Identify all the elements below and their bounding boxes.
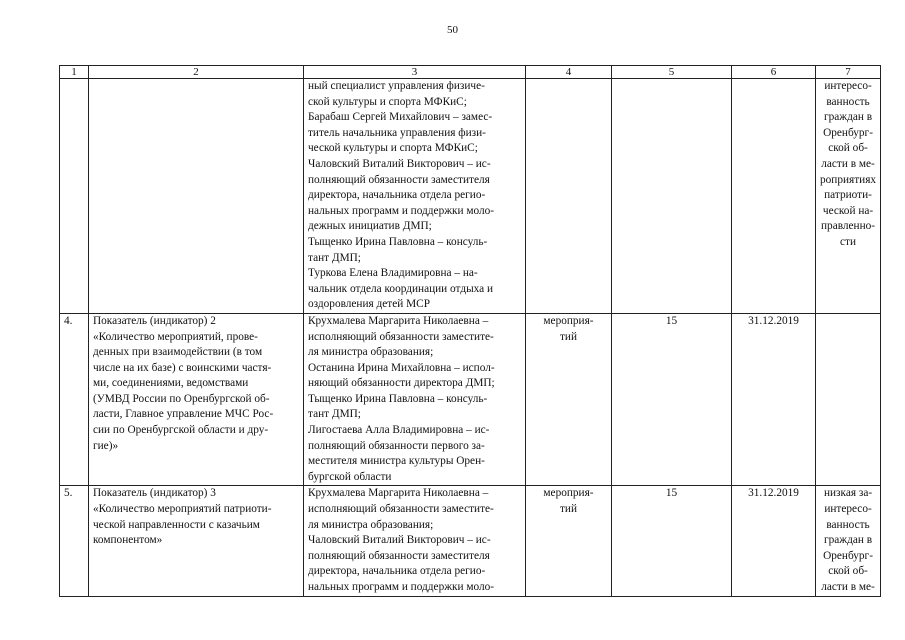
table-row-4 — [60, 313, 881, 486]
indicator-line: «Количество мероприятий, прове- — [93, 330, 258, 343]
responsible-line: исполняющий обязанности заместите- — [308, 503, 494, 516]
responsible-line: полняющий обязанности заместителя — [308, 549, 490, 562]
risk-line: интересо- — [824, 80, 872, 92]
responsible-line: Крухмалева Маргарита Николаевна – — [308, 314, 489, 327]
indicator-cell — [89, 313, 304, 486]
indicator-line: «Количество мероприятий патриоти- — [93, 503, 272, 516]
column-number-6: 6 — [732, 66, 816, 79]
risk-line: граждан в — [823, 111, 873, 124]
responsible-line: ской культуры и спорта МФКиС; — [308, 95, 467, 108]
risk-line: Оренбург- — [823, 126, 873, 139]
responsible-cell — [304, 79, 526, 314]
responsible-line: ля министра образования; — [308, 518, 434, 531]
indicator-line: числе на их базе) с воинскими частя- — [93, 361, 272, 374]
indicator-line: сии по Оренбургской области и дру- — [93, 424, 269, 437]
responsible-line: няющий обязанности директора ДМП; — [308, 377, 495, 390]
responsible-line: оздоровления детей МСР — [308, 298, 430, 311]
risk-line: Оренбург- — [823, 549, 873, 562]
row-number-cell: 5. — [60, 486, 89, 596]
indicator-line: гие)» — [93, 439, 119, 452]
date-cell — [732, 79, 816, 314]
indicator-cell — [89, 486, 304, 596]
indicator-cell — [89, 79, 304, 314]
column-number-7: 7 — [816, 66, 881, 79]
column-number-5: 5 — [612, 66, 732, 79]
risk-line: ласти в ме- — [821, 157, 875, 170]
date-cell: 31.12.2019 — [732, 313, 816, 486]
indicator-line: Показатель (индикатор) 2 — [93, 314, 216, 327]
column-number-2: 2 — [89, 66, 304, 79]
unit-line: тий — [559, 503, 578, 516]
indicator-line: компонентом» — [93, 534, 163, 547]
unit-cell — [526, 313, 612, 486]
risk-cell — [816, 486, 881, 596]
risk-line: низкая за- — [823, 487, 873, 500]
responsible-line: полняющий обязанности заместителя — [308, 173, 490, 186]
responsible-line: чальник отдела координации отдыха и — [308, 282, 494, 295]
unit-cell — [526, 79, 612, 314]
responsible-line: местителя министра культуры Орен- — [308, 455, 485, 468]
risk-line: сти — [840, 235, 857, 248]
date-cell: 31.12.2019 — [732, 486, 816, 596]
risk-line: патриоти- — [824, 189, 872, 202]
risk-line: ванность — [826, 518, 870, 531]
risk-line: ласти в ме- — [821, 581, 875, 593]
responsible-line: титель начальника управления физи- — [308, 126, 486, 139]
risk-line: ванность — [826, 95, 870, 108]
risk-line: граждан в — [823, 534, 873, 547]
responsible-line: Крухмалева Маргарита Николаевна – — [308, 487, 489, 500]
column-number-header-row — [60, 66, 881, 79]
responsible-line: ля министра образования; — [308, 346, 434, 359]
responsible-line: Останина Ирина Михайловна – испол- — [308, 361, 495, 374]
column-number-1: 1 — [60, 66, 89, 79]
table-row-continued — [60, 79, 881, 314]
value-cell: 15 — [612, 486, 732, 596]
unit-line: мероприя- — [543, 487, 594, 500]
indicator-line: Показатель (индикатор) 3 — [93, 487, 216, 500]
responsible-line: тант ДМП; — [308, 408, 361, 421]
responsible-line: Чаловский Виталий Викторович – ис- — [308, 157, 491, 170]
page-number: 50 — [447, 24, 458, 36]
risk-line: ческой на- — [822, 204, 874, 217]
responsible-line: ческой культуры и спорта МФКиС; — [308, 142, 478, 155]
table-row-5 — [60, 486, 881, 596]
responsible-line: Барабаш Сергей Михайлович – замес- — [308, 111, 493, 124]
responsible-line: бургской области — [308, 470, 392, 483]
responsible-cell — [304, 486, 526, 596]
unit-line: мероприя- — [543, 314, 594, 327]
measures-table — [59, 65, 881, 597]
responsible-line: Тыщенко Ирина Павловна – консуль- — [308, 235, 488, 248]
responsible-line: директора, начальника отдела регио- — [308, 565, 486, 578]
risk-line: интересо- — [824, 503, 872, 516]
responsible-line: тант ДМП; — [308, 251, 361, 264]
responsible-line: Туркова Елена Владимировна – на- — [308, 267, 478, 280]
responsible-cell — [304, 313, 526, 486]
indicator-line: ческой направленности с казачьим — [93, 518, 260, 531]
column-number-3: 3 — [304, 66, 526, 79]
responsible-line: полняющий обязанности первого за- — [308, 439, 485, 452]
unit-line: тий — [559, 330, 578, 343]
responsible-line: Лигостаева Алла Владимировна – ис- — [308, 424, 490, 437]
column-number-4: 4 — [526, 66, 612, 79]
risk-line: правленно- — [821, 220, 876, 233]
responsible-line: нальных программ и поддержки моло- — [308, 581, 495, 593]
indicator-line: (УМВД России по Оренбургской об- — [93, 392, 270, 405]
responsible-line: дежных инициатив ДМП; — [308, 220, 432, 233]
responsible-line: нальных программ и поддержки моло- — [308, 204, 495, 217]
indicator-line: ласти, Главное управление МЧС Рос- — [93, 408, 274, 421]
risk-cell — [816, 79, 881, 314]
responsible-line: директора, начальника отдела регио- — [308, 189, 486, 202]
risk-cell — [816, 313, 881, 486]
value-cell — [612, 79, 732, 314]
risk-line: роприятиях — [820, 173, 877, 186]
responsible-line: Тыщенко Ирина Павловна – консуль- — [308, 392, 488, 405]
unit-cell — [526, 486, 612, 596]
value-cell: 15 — [612, 313, 732, 486]
row-number-cell: 4. — [60, 313, 89, 486]
risk-line: ской об- — [828, 565, 868, 578]
risk-line: ской об- — [828, 142, 868, 155]
responsible-line: исполняющий обязанности заместите- — [308, 330, 494, 343]
row-number-cell — [60, 79, 89, 314]
indicator-line: денных при взаимодействии (в том — [93, 346, 263, 359]
indicator-line: ми, соединениями, ведомствами — [93, 377, 249, 390]
responsible-line: Чаловский Виталий Викторович – ис- — [308, 534, 491, 547]
responsible-line: ный специалист управления физиче- — [308, 80, 485, 92]
